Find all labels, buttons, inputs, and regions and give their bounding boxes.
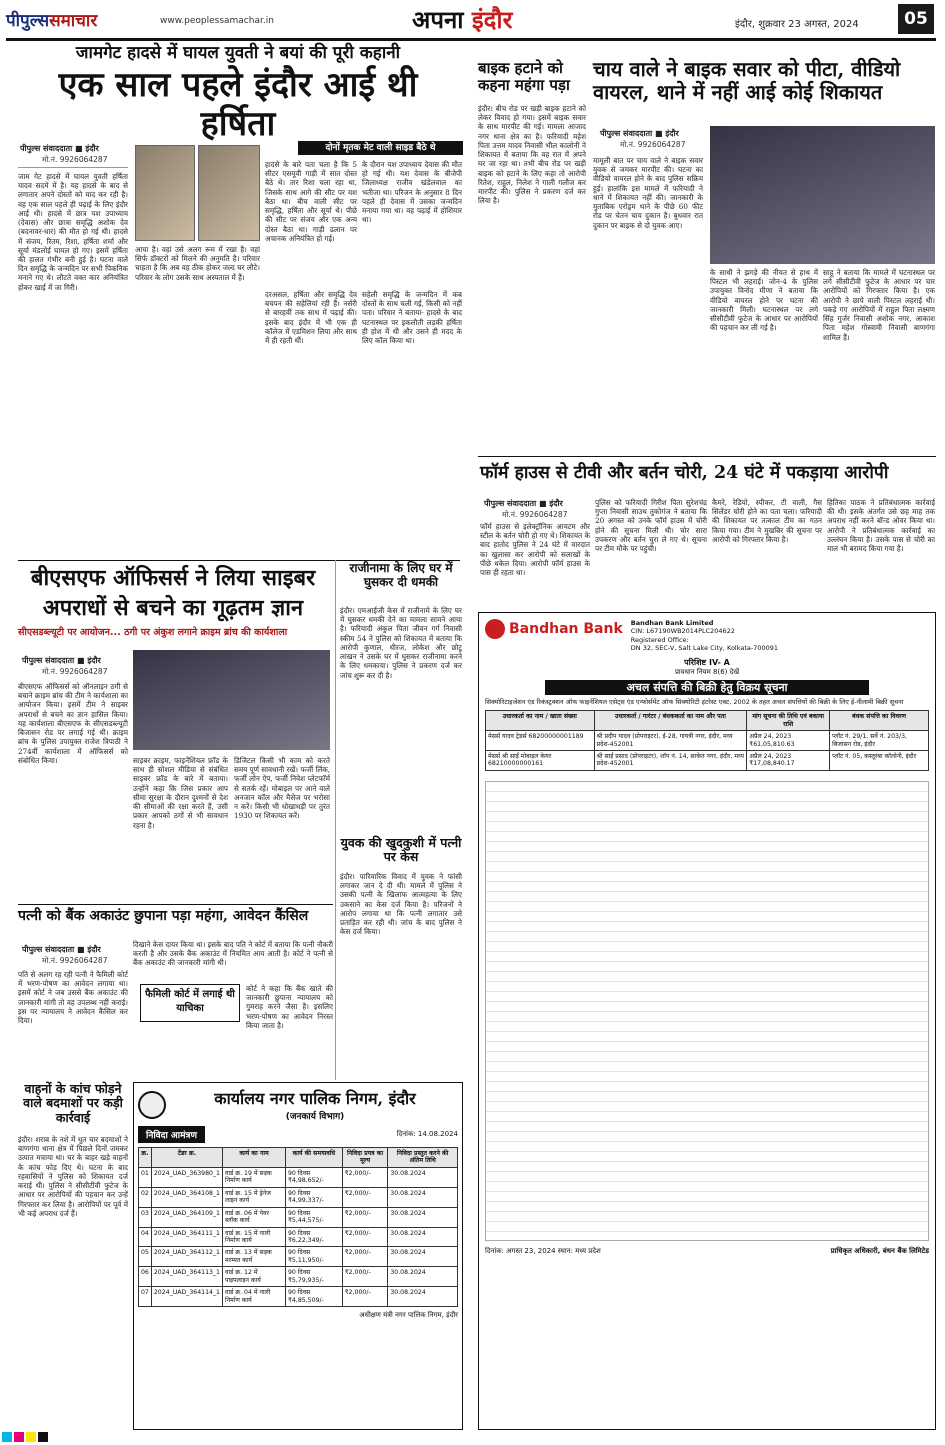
tender-table-cell: 04 bbox=[139, 1227, 152, 1247]
story1-col1: जाम गेट हादसे में घायल युवती हर्षिता यादव सदमे में है। यह हादसे के बाद से लगातार अपने दोस्तों को याद कर रही है। वह एक साल पहले ही पढ़ाई के लिए इंदौर आई थी। हादसे में छात्र यश उपाध्याय (देवास) और छात्रा समृद्धि अशोक देव (बदनावर-धार) की मौत हो गई थी। हादसे में संजय, रितम, रिशा, हर्षिता शर्मा और सूर्या मंडलोई घायल हो गए। इसमें हर्षिता की हालत गंभीर बनी हुई है। घटना वाले दिन समृद्धि के जन्मदिन पर सभी पिकनिक मनाने गए थे। लौटते वक्त कार अनियंत्रित होकर खाई में जा गिरी। bbox=[18, 172, 128, 292]
story4-mobile: मो.नं. 9926064287 bbox=[502, 510, 568, 519]
tender-table-cell: 30.08.2024 bbox=[388, 1227, 458, 1247]
tender-table-cell: 90 दिवस ₹5,44,575/- bbox=[285, 1207, 342, 1227]
tender-table-cell: 05 bbox=[139, 1247, 152, 1267]
tender-table-row bbox=[139, 1287, 458, 1307]
tender-table-header-cell: निविदा प्रस्तुत करने की अंतिम तिथि bbox=[388, 1148, 458, 1168]
story4-col1: फॉर्म हाउस से इलेक्ट्रॉनिक आयटम और स्टील के बर्तन चोरी हो गए थे। शिकायत के बाद हातोद पुलिस ने 24 घंटे में वारदात का खुलासा कर आरोपी को सलाखों के पीछे धकेल दिया। आरोपी फॉर्म हाउस के पास ही रहता था। bbox=[480, 522, 590, 578]
story8-byline: पीपुल्स संवाददाता ■ इंदौर bbox=[22, 945, 101, 954]
bank-intro: सिक्योरिटाइजेशन एंड रिकंस्ट्रक्शन ऑफ फाइनेंशियल एसेट्स एंड एन्फोर्समेंट ऑफ सिक्योरिटी इंटरेस्ट एक्ट, 2002 के तहत अचल संपत्तियों की बिक्री के लिए ई-नीलामी बिक्री सूचना bbox=[485, 697, 904, 706]
tender-table-cell: 02 bbox=[139, 1187, 152, 1207]
section-title-part-1: अपना bbox=[412, 5, 464, 34]
section-title-part-2: इंदौर bbox=[471, 5, 513, 34]
tender-table bbox=[138, 1147, 458, 1307]
story3-col1: मामूली बात पर चाय वाले ने बाइक सवार युवक से जमकर मारपीट की। घटना का वीडियो वायरल होने के बाद पुलिस सक्रिय हुई। हालांकि इस मामले में फरियादी ने थाने में शिकायत नहीं की। जानकारी के मुताबिक एरोड्रम थाने के पीछे 60 फीट रोड पर चेतन चाय दुकान है। बुधवार रात दुकान पर बाइक से दो युवक आए। bbox=[593, 156, 703, 230]
story3-byline: पीपुल्स संवाददाता ■ इंदौर bbox=[600, 129, 679, 138]
tender-table-cell: वार्ड क्र. 12 में पाइपलाइन कार्य bbox=[223, 1267, 286, 1287]
bank-table-row bbox=[486, 750, 929, 770]
registration-black bbox=[38, 1432, 48, 1442]
tender-table-cell: ₹2,000/- bbox=[342, 1287, 388, 1307]
tender-table-cell: 07 bbox=[139, 1287, 152, 1307]
story5-subhead: सीएसडब्ल्यूटी पर आयोजन... ठगी पर अंकुश लगाने क्राइम ब्रांच की कार्यशाला bbox=[18, 627, 288, 638]
story1-photo-right bbox=[198, 145, 260, 241]
story5-headline-line1: बीएसएफ ऑफिसर्स ने लिया साइबर bbox=[30, 565, 316, 591]
story8-top-rule bbox=[18, 904, 333, 905]
bank-date-place: दिनांक: अगस्त 23, 2024 स्थान: मध्य प्रदेश bbox=[485, 1246, 601, 1255]
tender-table-cell: 06 bbox=[139, 1267, 152, 1287]
story7-body: इंदौर। पारिवारिक विवाद में युवक ने फांसी लगाकर जान दे दी थी। मामले में पुलिस ने उसकी पत्नी के खिलाफ आत्महत्या के लिए उकसाने का केस दर्ज किया है। परिजनों ने आरोप लगाया था कि पत्नी लगातार उसे प्रताड़ित कर रही थी। जांच के बाद पुलिस ने केस दर्ज किया। bbox=[340, 872, 462, 937]
tender-label: निविदा आमंत्रण bbox=[138, 1126, 205, 1143]
story3-headline: चाय वाले ने बाइक सवार को पीटा, वीडियो वायरल, थाने में नहीं आई कोई शिकायत bbox=[593, 57, 901, 104]
tender-table-row bbox=[139, 1227, 458, 1247]
bank-appendix: परिशिष्ट IV- A bbox=[684, 657, 730, 667]
tender-table-cell: 90 दिवस ₹6,22,349/- bbox=[285, 1227, 342, 1247]
story1-headline: एक साल पहले इंदौर आई थी हर्षिता bbox=[58, 65, 418, 145]
bank-reg-line3: Registered Office: bbox=[630, 635, 689, 644]
story8-headline: पत्नी को बैंक अकाउंट छुपाना पड़ा महंगा, आवेदन कैंसिल bbox=[18, 908, 309, 924]
story2-body: इंदौर। बीच रोड पर खड़ी बाइक हटाने को लेकर विवाद हो गया। इसमें बाइक सवार के साथ मारपीट की गई। मामला आजाद नगर थाना क्षेत्र का है। फरियादी महेश पिता उत्तम यादव निवासी भील कालोनी ने शिकायत में बताया कि वह रात में अपने घर जा रहा था। तभी बीच रोड पर खड़ी बाइक को हटाने के लिए कहा तो आरोपी रितेश, राहुल, निलेश ने गाली गलौज कर मारपीट की। पुलिस ने प्रकरण दर्ज कर लिया है। bbox=[478, 104, 586, 206]
story3-col3: साहू ने बताया कि मामले में घटनास्थल पर लगे सीसीटीवी फुटेज के आधार पर चार आरोपियों को गिरफ्तार किया है। एक आरोपी ने छापे वाली पिस्टल लहराई थी। पकड़े गए आरोपियों में राहुल पिता लक्ष्मण सिंह गुर्जर निवासी अशोक नगर, आकाश पिता महेश गोस्वामी निवासी बाणगंगा शामिल हैं। bbox=[823, 268, 935, 342]
story1-mobile: मो.नं. 9926064287 bbox=[42, 155, 108, 164]
tender-table-cell: ₹2,000/- bbox=[342, 1247, 388, 1267]
story1-caption: दोनों मृतक मेट वाली साइड बैठे थे bbox=[298, 141, 463, 155]
bank-rule: प्रावधान नियम 8(6) देखें bbox=[674, 667, 740, 676]
story1-col2: हादसे के बारे पता चला है कि 5 सीटर एसयूवी गाड़ी में सात दोस्त बैठे थे। तार रिशा चला रहा था, जिसके साथ आगे की सीट पर यश बैठा था। बीच वाली सीट पर समृद्धि, हर्षिता और सूर्या थे। पीछे की सीट पर संजय और एक अन्य दोस्त बैठा था। गाड़ी ढलान पर अचानक अनियंत्रित हो गई। bbox=[265, 160, 357, 243]
registration-yellow bbox=[26, 1432, 36, 1442]
tender-table-row bbox=[139, 1207, 458, 1227]
bank-table-cell: मेसर्स यादव ट्रेडर्स 68200000001189 bbox=[486, 731, 595, 751]
story5-headline-line2: अपराधों से बचने का गूढ़तम ज्ञान bbox=[42, 595, 304, 621]
tender-table-header-cell: क्र. bbox=[139, 1148, 152, 1168]
story1-col6: सहेली समृद्धि के जन्मदिन में कब दोस्तों के साथ चली गई, किसी को नहीं पता। परिवार ने बताया- हादसे के बाद घटनास्थल पर इकलौती लड़की हर्षिता ही होश में थी और उसने ही मदद के लिए कॉल किया था। bbox=[362, 290, 462, 346]
bank-table-cell: मेसर्स श्री साईं मोबाइल केयर 68210000000161 bbox=[486, 750, 595, 770]
tender-table-row bbox=[139, 1267, 458, 1287]
tender-table-header-cell: टेंडर क्र. bbox=[151, 1148, 222, 1168]
tender-table-cell: 90 दिवस ₹4,85,509/- bbox=[285, 1287, 342, 1307]
tender-date: दिनांक: 14.08.2024 bbox=[396, 1130, 458, 1138]
section-title bbox=[412, 3, 512, 36]
registration-magenta bbox=[14, 1432, 24, 1442]
tender-table-cell: ₹2,000/- bbox=[342, 1187, 388, 1207]
story1-byline-rule bbox=[18, 167, 128, 168]
page-number: 05 bbox=[898, 4, 934, 34]
bank-table-cell: श्री साईं प्रसाद (प्रोपराइटर), शॉप नं. 14, साकेत नगर, इंदौर, मध्य प्रदेश-452001 bbox=[594, 750, 747, 770]
tender-table-cell: वार्ड क्र. 15 में ड्रेनेज लाइन कार्य bbox=[223, 1187, 286, 1207]
story4-top-rule bbox=[478, 456, 936, 457]
tender-table-cell: 90 दिवस ₹5,11,950/- bbox=[285, 1247, 342, 1267]
tender-table-cell: वार्ड क्र. 19 में सड़क निर्माण कार्य bbox=[223, 1167, 286, 1187]
bank-auction-schedule-block bbox=[485, 781, 929, 1241]
tender-table-cell: वार्ड क्र. 15 में नाली निर्माण कार्य bbox=[223, 1227, 286, 1247]
story1-col3: के दौरान यश उपाध्याय देवास की मौत हो गई थी। यश देवास के बीजेपी जिलाध्यक्ष राजीव खंडेलवाल का भतीजा था। परिजन के अनुसार 8 दिन पहले ही देवास में उसका जन्मदिन मनाया गया था। वह पढ़ाई में होशियार था। bbox=[362, 160, 462, 225]
logo-part-1: पीपुल्स bbox=[6, 11, 50, 31]
story9-headline: वाहनों के कांच फोड़ने वाले बदमाशों पर कड़ी कार्रवाई bbox=[23, 1081, 123, 1125]
bandhan-logo-icon bbox=[485, 619, 505, 639]
tender-table-header bbox=[139, 1148, 458, 1168]
story4-col4: हितिका पाठक ने प्रतिबंधात्मक कार्रवाई की थी। इसके अंतर्गत उसे छह माह तक अपराध नहीं करने बॉन्ड ओवर किया था। आरोपी ने प्रतिबंधात्मक कार्रवाई का उल्लंघन किया है। उसके पास से चोरी का माल भी बरामद किया गया है। bbox=[827, 498, 935, 554]
tender-table-cell: 2024_UAD_363980_1 bbox=[151, 1167, 222, 1187]
tender-table-cell: 90 दिवस ₹4,98,652/- bbox=[285, 1167, 342, 1187]
story6-divider bbox=[335, 560, 336, 1080]
story5-col3: डिजिटल किसी भी काम को करते समय पूर्ण सावधानी रखें। फर्जी लिंक, फर्जी लोन ऐप, फर्जी निवेश प्लेटफॉर्म से सतर्क रहें। मोबाइल पर आने वाले अनजान कॉल और मैसेज पर भरोसा न करें। किसी भी धोखाधड़ी पर तुरंत 1930 पर शिकायत करें। bbox=[234, 756, 330, 821]
registration-cyan bbox=[2, 1432, 12, 1442]
tender-table-cell: 30.08.2024 bbox=[388, 1247, 458, 1267]
tender-table-cell: ₹2,000/- bbox=[342, 1227, 388, 1247]
tender-table-cell: 30.08.2024 bbox=[388, 1167, 458, 1187]
story4-col2: पुलिस को फरियादी गिरीश पिता सुरेशचंद्र गुप्ता निवासी साउथ तुकोगंज ने बताया कि 20 अगस्त को उनके फॉर्म हाउस में चोरी होने की सूचना मिली थी। चोर सारा उपकरण और बर्तन चुरा ले गए थे। सूचना पर टीम मौके पर पहुंची। bbox=[595, 498, 707, 554]
bank-notice-table bbox=[485, 710, 929, 771]
header-rule bbox=[6, 38, 936, 41]
bank-table-cell: प्लॉट नं. 29/1, सर्वे नं. 203/3, बिजासन रोड, इंदौर bbox=[830, 731, 929, 751]
tender-table-cell: 2024_UAD_364111_1 bbox=[151, 1227, 222, 1247]
tender-table-cell: 2024_UAD_364109_1 bbox=[151, 1207, 222, 1227]
ad-municipal-subtitle: (जनकार्य विभाग) bbox=[285, 1112, 345, 1122]
bandhan-bank-notice bbox=[478, 612, 936, 1430]
story6-body: इंदौर। एमआईजी केस में राजीनामे के लिए घर में घुसकर धमकी देने का मामला सामने आया है। फरियादी अंकुल पिता जीवन गर्ग निवासी स्कीम 54 ने पुलिस को शिकायत में बताया कि आरोपी कुणाल, धीरज, लोकेश और छोटू लाखन ने उसके घर में घुसकर राजीनामा करने के लिए धमकाया। पुलिस ने प्रकरण दर्ज कर जांच शुरू कर दी है। bbox=[340, 606, 462, 680]
story5-photo-workshop bbox=[133, 650, 330, 750]
bank-reg-line4: DN 32, SEC-V, Salt Lake City, Kolkata-700091 bbox=[630, 644, 779, 653]
tender-table-header-cell: कार्य की समयावधि bbox=[285, 1148, 342, 1168]
story4-byline: पीपुल्स संवाददाता ■ इंदौर bbox=[484, 499, 563, 508]
masthead-logo bbox=[6, 8, 97, 31]
story7-headline: युवक की खुदकुशी में पत्नी पर केस bbox=[340, 835, 462, 865]
ad-municipal-title: कार्यालय नगर पालिक निगम, इंदौर bbox=[214, 1089, 416, 1108]
story3-mobile: मो.नं. 9926064287 bbox=[620, 140, 686, 149]
story3-col2: के साथी ने झगड़े की नीयत से हाथ में पिस्टल भी लहराई। जोन-4 के पुलिस उपायुक्त विनोद मीणा ने बताया कि वीडियो वायरल होने पर घटना की जानकारी मिली। घटनास्थल पर लगे सीसीटीवी फुटेज के आधार पर आरोपियों की पहचान कर ली गई है। bbox=[710, 268, 818, 333]
tender-table-header-cell: निविदा प्रपत्र का मूल्य bbox=[342, 1148, 388, 1168]
dateline: इंदौर, शुक्रवार 23 अगस्त, 2024 bbox=[735, 19, 859, 30]
story4-headline: फॉर्म हाउस से टीवी और बर्तन चोरी, 24 घंटे में पकड़ाया आरोपी bbox=[480, 463, 889, 483]
tender-table-cell: 2024_UAD_364112_1 bbox=[151, 1247, 222, 1267]
tender-table-cell: 30.08.2024 bbox=[388, 1287, 458, 1307]
story8-col3: कोर्ट ने कहा कि बैंक खाते की जानकारी छुपाना न्यायालय को गुमराह करने जैसा है। इसलिए भरण-पोषण का आवेदन निरस्त किया जाता है। bbox=[246, 984, 333, 1030]
site-url: www.peoplessamachar.in bbox=[160, 16, 274, 26]
story4-col3: कैमरे, रेडियो, स्पीकर, टी वाली, गैस सिलेंडर चोरी होने का पता चला। फरियादी की शिकायत पर तत्काल टीम का गठन किया गया। टीम ने मुखबिर की सूचना पर आरोपी को गिरफ्तार किया है। bbox=[712, 498, 822, 544]
tender-table-cell: 2024_UAD_364108_1 bbox=[151, 1187, 222, 1207]
bank-table-cell: अप्रैल 24, 2023 ₹17,08,840.17 bbox=[747, 750, 830, 770]
emblem-icon bbox=[138, 1091, 166, 1119]
tender-table-row bbox=[139, 1167, 458, 1187]
story9-body: इंदौर। शराब के नशे में धुत चार बदमाशों ने बाणगंगा थाना क्षेत्र में पिछले दिनों जमकर उत्पात मचाया था। घर के बाहर खड़े वाहनों के कांच फोड़ दिए थे। घटना के बाद रहवासियों ने पुलिस को शिकायत दर्ज कराई थी। पुलिस ने सीसीटीवी फुटेज के आधार पर आरोपियों की पहचान कर उन्हें गिरफ्तार कर लिया है। आरोपियों पर पूर्व में भी कई अपराध दर्ज हैं। bbox=[18, 1135, 128, 1218]
tender-table-cell: वार्ड क्र. 13 में सड़क मरम्मत कार्य bbox=[223, 1247, 286, 1267]
tender-table-cell: 2024_UAD_364113_1 bbox=[151, 1267, 222, 1287]
story1-col4: आया है। वहां उसे अलग रूम में रखा है। वहां सिर्फ डॉक्टरों को मिलने की अनुमति है। परिवार चाहता है कि अब वह ठीक होकर जल्द घर लौटे। परिवार के लोग उसके साथ अस्पताल में हैं। bbox=[135, 245, 260, 282]
tender-table-cell: 2024_UAD_364114_1 bbox=[151, 1287, 222, 1307]
bank-table-cell: श्री प्रदीप यादव (प्रोपराइटर), ई-28, गायत्री नगर, इंदौर, मध्य प्रदेश-452001 bbox=[594, 731, 747, 751]
story1-kicker: जामगेट हादसे में घायल युवती ने बयां की पूरी कहानी bbox=[75, 43, 401, 63]
story6-headline: राजीनामा के लिए घर में घुसकर दी धमकी bbox=[349, 561, 453, 589]
story1-col5: दरअसल, हर्षिता और समृद्धि देव बचपन की सहेलियां रही हैं। नर्सरी से बारहवीं तक साथ में पढ़ाई की। इसके बाद इंदौर में भी एक ही कॉलेज में एडमिशन लिया और साथ में ही रहती थीं। bbox=[265, 290, 357, 346]
story3-photo-accused bbox=[710, 126, 935, 264]
tender-table-cell: 30.08.2024 bbox=[388, 1207, 458, 1227]
logo-part-2: समाचार bbox=[49, 11, 98, 31]
municipal-tender-ad bbox=[133, 1082, 463, 1430]
bank-table-header-cell: बंधक संपत्ति का विवरण bbox=[830, 711, 929, 731]
bank-table-row bbox=[486, 731, 929, 751]
bank-table-header-cell: मांग सूचना की तिथि एवं बकाया राशि bbox=[747, 711, 830, 731]
tender-table-cell: ₹2,000/- bbox=[342, 1267, 388, 1287]
tender-table-cell: 01 bbox=[139, 1167, 152, 1187]
bank-table-header bbox=[486, 711, 929, 731]
tender-table-cell: ₹2,000/- bbox=[342, 1207, 388, 1227]
story8-col2: दिखाने केस दायर किया था। इसके बाद पति ने कोर्ट में बताया कि पत्नी नौकरी करती है और उसके बैंक अकाउंट में नियमित आय आती है। कोर्ट ने पत्नी से बैंक अकाउंट की जानकारी मांगी थी। bbox=[133, 940, 333, 968]
story5-col2: साइबर क्राइम, फाइनेंशियल फ्रॉड के साथ ही सोशल मीडिया से संबंधित साइबर फ्रॉड के बारे में बताया। उन्होंने कहा कि जिस प्रकार आप सीमा सुरक्षा के दौरान दुश्मनों से देश की सीमाओं की रक्षा करते हैं, उसी प्रकार आपको ठगों से भी सावधान रहना है। bbox=[133, 756, 228, 830]
tender-table-cell: 30.08.2024 bbox=[388, 1187, 458, 1207]
tender-table-row bbox=[139, 1247, 458, 1267]
story8-inset: फैमिली कोर्ट में लगाई थी याचिका bbox=[140, 984, 240, 1022]
story5-mobile: मो.नं. 9926064287 bbox=[42, 667, 108, 676]
bank-reg-line1: Bandhan Bank Limited bbox=[630, 619, 714, 627]
tender-table-cell: 90 दिवस ₹4,99,337/- bbox=[285, 1187, 342, 1207]
tender-table-cell: वार्ड क्र. 06 में पेवर ब्लॉक कार्य bbox=[223, 1207, 286, 1227]
story5-col1: बीएसएफ ऑफिसर्स को ऑनलाइन ठगी से बचाने क्राइम ब्रांच की टीम ने कार्यशाला का आयोजन किया। इसमें टीम ने साइबर अपराधों से बचने का ज्ञान हासिल किया। यह कार्यशाला बीएसएफ के सीएसडब्ल्यूटी बिजासन रोड पर लगाई गई थी। क्राइम ब्रांच के पुलिस उपायुक्त राजेश त्रिपाठी ने 274वीं कार्यशाला में ऑफिसर्स को संबोधित किया। bbox=[18, 682, 128, 765]
ad-municipal-signature: अधीक्षण यंत्री नगर पालिक निगम, इंदौर bbox=[359, 1311, 458, 1319]
bank-signatory: प्राधिकृत अधिकारी, बंधन बैंक लिमिटेड bbox=[830, 1246, 929, 1255]
bank-notice-title: अचल संपत्ति की बिक्री हेतु विक्रय सूचना bbox=[545, 680, 869, 695]
tender-table-cell: 90 दिवस ₹5,79,935/- bbox=[285, 1267, 342, 1287]
story8-col1: पति से अलग रह रही पत्नी ने फैमिली कोर्ट में भरण-पोषण का आवेदन लगाया था। इसमें कोर्ट ने जब उससे बैंक अकाउंट की जानकारी मांगी तो वह उपलब्ध नहीं कराई। इस पर न्यायालय ने आवेदन कैंसिल कर दिया। bbox=[18, 970, 128, 1026]
bank-table-header-cell: उधारकर्ता का नाम / खाता संख्या bbox=[486, 711, 595, 731]
bank-table-cell: अप्रैल 24, 2023 ₹61,05,810.63 bbox=[747, 731, 830, 751]
story5-byline: पीपुल्स संवाददाता ■ इंदौर bbox=[22, 656, 101, 665]
tender-table-cell: वार्ड क्र. 04 में नाली निर्माण कार्य bbox=[223, 1287, 286, 1307]
bank-table-header-cell: उधारकर्ता / गारंटर / बंधककर्ता का नाम और पता bbox=[594, 711, 747, 731]
story1-byline: पीपुल्स संवाददाता ■ इंदौर bbox=[20, 144, 99, 153]
bank-reg-line2: CIN: L67190WB2014PLC204622 bbox=[630, 627, 735, 636]
story8-mobile: मो.नं. 9926064287 bbox=[42, 956, 108, 965]
tender-table-cell: 03 bbox=[139, 1207, 152, 1227]
tender-table-header-cell: कार्य का नाम bbox=[223, 1148, 286, 1168]
tender-table-row bbox=[139, 1187, 458, 1207]
story2-headline: बाइक हटाने को कहना महंगा पड़ा bbox=[478, 59, 570, 95]
bank-name: Bandhan Bank bbox=[509, 621, 623, 637]
tender-table-cell: ₹2,000/- bbox=[342, 1167, 388, 1187]
story1-photo-left bbox=[135, 145, 195, 241]
tender-table-cell: 30.08.2024 bbox=[388, 1267, 458, 1287]
bank-table-cell: प्लॉट नं. 05, कस्तूरबा कॉलोनी, इंदौर bbox=[830, 750, 929, 770]
